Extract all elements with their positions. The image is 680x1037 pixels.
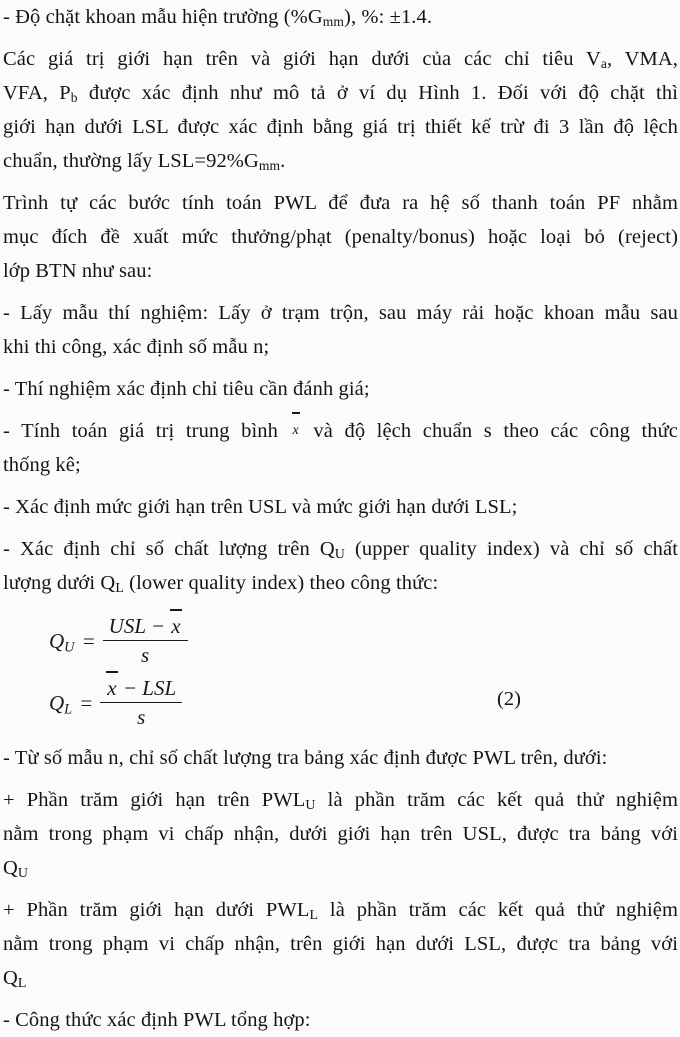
paragraph-density-tolerance	[3, 0, 678, 34]
equation-qu	[49, 614, 188, 668]
subscript-l: L	[309, 907, 319, 923]
text-run: là phần trăm các kết quả thử nghiệm	[318, 899, 679, 922]
text-line	[3, 144, 678, 178]
q-symbol: Q	[49, 690, 65, 715]
paragraph-spacer	[3, 775, 678, 783]
text-run: (lower quality index) theo công thức:	[123, 572, 439, 595]
text-line: mục đích đề xuất mức thưởng/phạt (penalty/bonus) hoặc loại bỏ (reject)	[3, 226, 678, 248]
subscript-u: U	[305, 797, 316, 813]
x-bar-symbol: x	[107, 676, 117, 701]
text-run: .	[280, 150, 286, 172]
text-run: (upper quality index) và chỉ số chất	[344, 538, 678, 561]
text-line: - Xác định mức giới hạn trên USL và mức giới hạn dưới LSL;	[3, 496, 518, 519]
subscript-u: U	[17, 865, 29, 881]
text-run: - Tính toán giá trị trung bình	[3, 420, 278, 443]
paragraph-pwl-lower	[3, 893, 678, 995]
equation-number: (2)	[497, 688, 521, 711]
paragraph-step-mean-stddev	[3, 414, 678, 482]
subscript-b: b	[70, 89, 78, 105]
subscript-u: U	[334, 546, 345, 562]
text-run: Q	[3, 967, 18, 990]
text-line: - Từ số mẫu n, chỉ số chất lượng tra bảng xác định được PWL trên, dưới:	[3, 747, 608, 770]
text-line	[3, 42, 678, 76]
paragraph-step-sampling	[3, 296, 678, 364]
paragraph-spacer	[3, 364, 678, 372]
paragraph-pwl-procedure-intro	[3, 186, 678, 288]
paragraph-spacer	[3, 34, 678, 42]
text-line	[3, 961, 678, 995]
text-run: lượng dưới Q	[3, 572, 116, 595]
fraction-denominator: s	[141, 643, 150, 668]
text-line	[3, 893, 678, 927]
text-line	[3, 532, 678, 566]
text-line	[3, 414, 678, 448]
paragraph-total-pwl-formula-lead	[3, 1003, 678, 1037]
fraction-numerator	[100, 676, 182, 702]
x-bar-symbol: x	[292, 414, 300, 448]
text-line: - Lấy mẫu thí nghiệm: Lấy ở trạm trộn, sau máy rải hoặc khoan mẫu sau	[3, 302, 678, 324]
lsl-term: LSL	[142, 676, 177, 701]
subscript-l: L	[17, 975, 27, 991]
q-symbol: Q	[49, 628, 65, 653]
paragraph-spacer	[3, 995, 678, 1003]
minus-sign: −	[122, 676, 138, 701]
text-run: , VMA,	[607, 48, 678, 70]
text-run: + Phần trăm giới hạn dưới PWL	[3, 899, 310, 922]
fraction-qu	[103, 614, 188, 668]
text-line: - Thí nghiệm xác định chỉ tiêu cần đánh giá;	[3, 378, 370, 400]
text-line: Trình tự các bước tính toán PWL để đưa ra hệ số thanh toán PF nhằm	[3, 192, 678, 214]
paragraph-limit-values	[3, 42, 678, 178]
subscript-mm: mm	[322, 13, 345, 29]
equation-ql	[49, 676, 182, 730]
text-run: VFA, P	[3, 82, 71, 104]
usl-term: USL	[108, 614, 146, 639]
subscript-l: L	[115, 580, 124, 596]
subscript-u: U	[64, 639, 75, 656]
text-line: khi thi công, xác định số mẫu n;	[3, 336, 270, 358]
text-line: giới hạn dưới LSL được xác định bằng giá trị thiết kế trừ đi 3 lần độ lệch	[3, 116, 678, 138]
text-line	[3, 0, 678, 34]
text-line: nằm trong phạm vi chấp nhận, dưới giới hạn trên USL, được tra bảng với	[3, 823, 678, 846]
paragraph-spacer	[3, 178, 678, 186]
text-run: - Xác định chỉ số chất lượng trên Q	[3, 538, 335, 561]
text-line: - Công thức xác định PWL tổng hợp:	[3, 1009, 311, 1032]
text-run: ), %: ±1.4.	[344, 6, 433, 28]
subscript-a: a	[600, 55, 607, 71]
paragraph-spacer	[3, 482, 678, 490]
paragraph-step-lookup-table	[3, 741, 678, 775]
text-run: và độ lệch chuẩn s theo các công thức	[313, 420, 678, 443]
equation-ql-lhs	[49, 691, 72, 716]
text-line	[3, 851, 678, 885]
paragraph-pwl-upper	[3, 783, 678, 885]
x-bar-symbol: x	[171, 614, 181, 639]
paragraph-spacer	[3, 885, 678, 893]
paragraph-spacer	[3, 288, 678, 296]
subscript-mm: mm	[258, 157, 281, 173]
text-run: - Độ chặt khoan mẫu hiện trường (%G	[3, 6, 323, 28]
fraction-numerator	[103, 614, 188, 640]
text-run: là phần trăm các kết quả thử nghiệm	[315, 789, 678, 812]
fraction-denominator: s	[137, 705, 146, 730]
equation-qu-lhs	[49, 629, 74, 654]
text-line: nằm trong phạm vi chấp nhận, trên giới hạn dưới LSL, được tra bảng với	[3, 933, 678, 956]
equals-sign: =	[81, 628, 96, 653]
paragraph-step-quality-index	[3, 532, 678, 600]
equals-sign: =	[79, 690, 94, 715]
equation-block-2	[3, 612, 678, 737]
text-run: được xác định như mô tả ở ví dụ Hình 1. Đối với độ chặt thì	[77, 82, 678, 104]
paragraph-spacer	[3, 406, 678, 414]
paragraph-spacer	[3, 524, 678, 532]
text-run: + Phần trăm giới hạn trên PWL	[3, 789, 306, 812]
text-line	[3, 566, 678, 600]
text-run: chuẩn, thường lấy LSL=92%G	[3, 150, 259, 172]
paragraph-step-usl-lsl	[3, 490, 678, 524]
text-run: Các giá trị giới hạn trên và giới hạn dưới của các chỉ tiêu V	[3, 48, 601, 70]
paragraph-step-testing	[3, 372, 678, 406]
text-line: thống kê;	[3, 454, 81, 477]
text-run: Q	[3, 857, 18, 880]
text-line	[3, 76, 678, 110]
text-line: lớp BTN như sau:	[3, 260, 153, 282]
subscript-l: L	[64, 701, 73, 718]
minus-sign: −	[150, 614, 166, 639]
fraction-ql	[100, 676, 182, 730]
text-line	[3, 783, 678, 817]
